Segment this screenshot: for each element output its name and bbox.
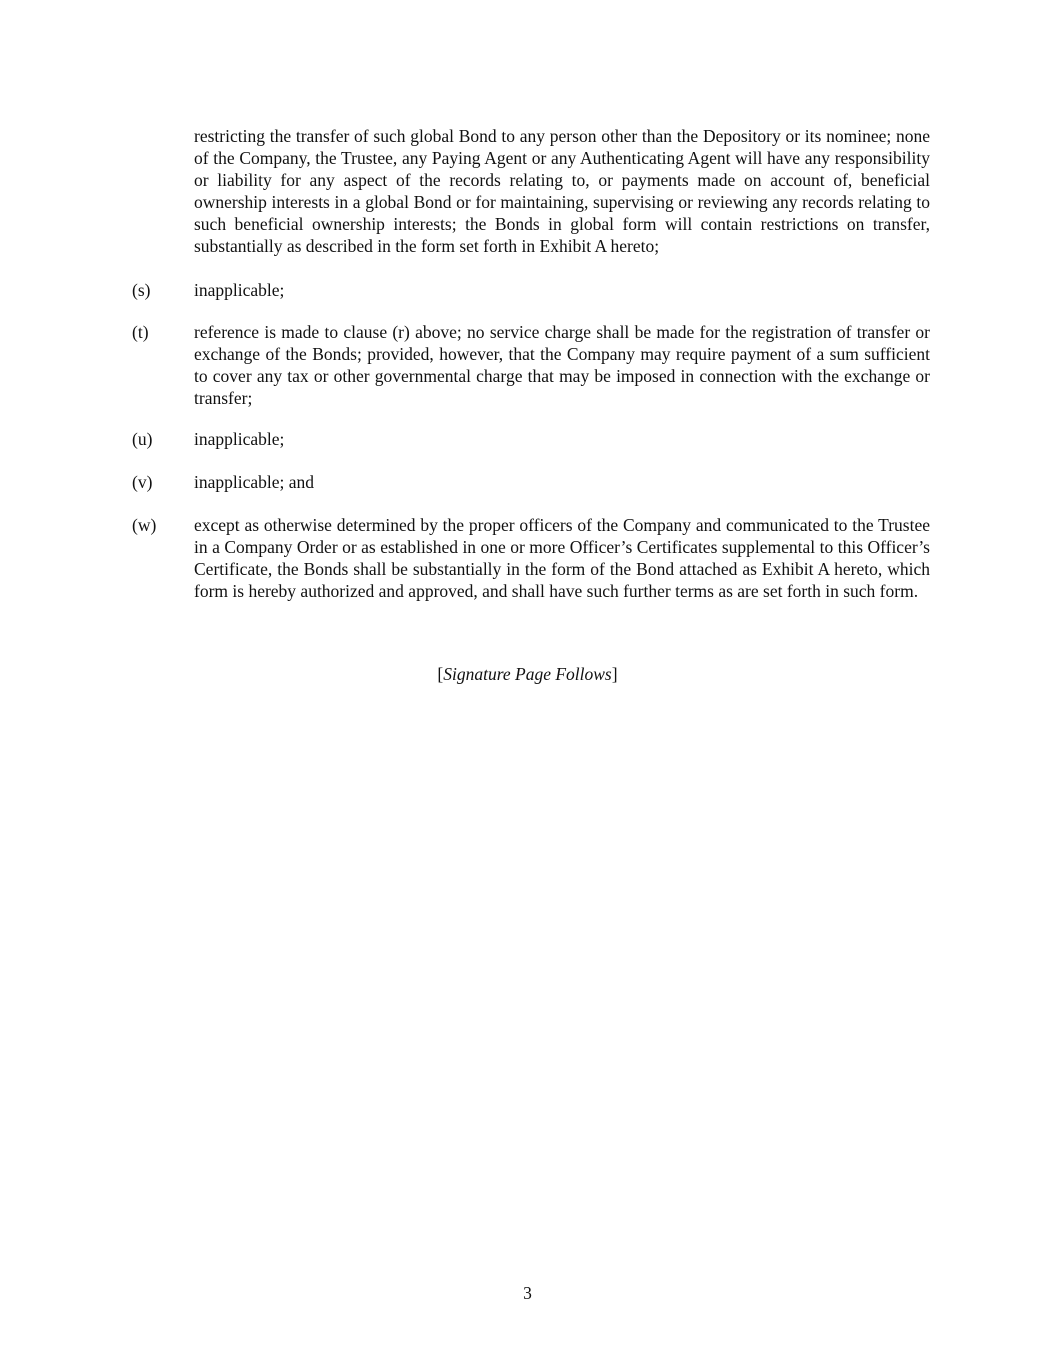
item-text: inapplicable; and	[194, 472, 315, 492]
page-number: 3	[523, 1283, 532, 1303]
signature-page-note	[0, 663, 1055, 685]
item-text: reference is made to clause (r) above; no service charge shall be made for the registration of transfer or exchange of the Bonds; provided, however, that the Company may require payment of a sum sufficient to cover any tax or other governmental charge that may be imposed in connection with the exchange or transfer;	[194, 322, 930, 408]
item-label: (w)	[132, 515, 157, 535]
signature-note-text: Signature Page Follows	[443, 664, 612, 684]
item-label: (u)	[132, 429, 153, 449]
item-label: (v)	[132, 472, 153, 492]
item-label: (s)	[132, 280, 151, 300]
item-text: inapplicable;	[194, 280, 285, 300]
open-bracket: [	[437, 664, 444, 684]
item-text: inapplicable;	[194, 429, 285, 449]
item-text: except as otherwise determined by the proper officers of the Company and communicated to the Trustee in a Company Order or as established in one or more Officer’s Certificates supplemental to this Officer’s Certificate, the Bonds shall be substantially in the form of the Bond attached as Exhibit A hereto, which form is hereby authorized and approved, and shall have such further terms as are set forth in such form.	[194, 515, 930, 601]
item-label: (t)	[132, 322, 149, 342]
continuation-paragraph: restricting the transfer of such global Bond to any person other than the Depository or its nominee; none of the Company, the Trustee, any Paying Agent or any Authenticating Agent will have any responsibility or liability for any aspect of the records relating to, or payments made on account of, beneficial ownership interests in a global Bond or for maintaining, supervising or reviewing any records relating to such beneficial ownership interests; the Bonds in global form will contain restrictions on transfer, substantially as described in the form set forth in Exhibit A hereto;	[194, 126, 930, 256]
close-bracket: ]	[611, 664, 618, 684]
